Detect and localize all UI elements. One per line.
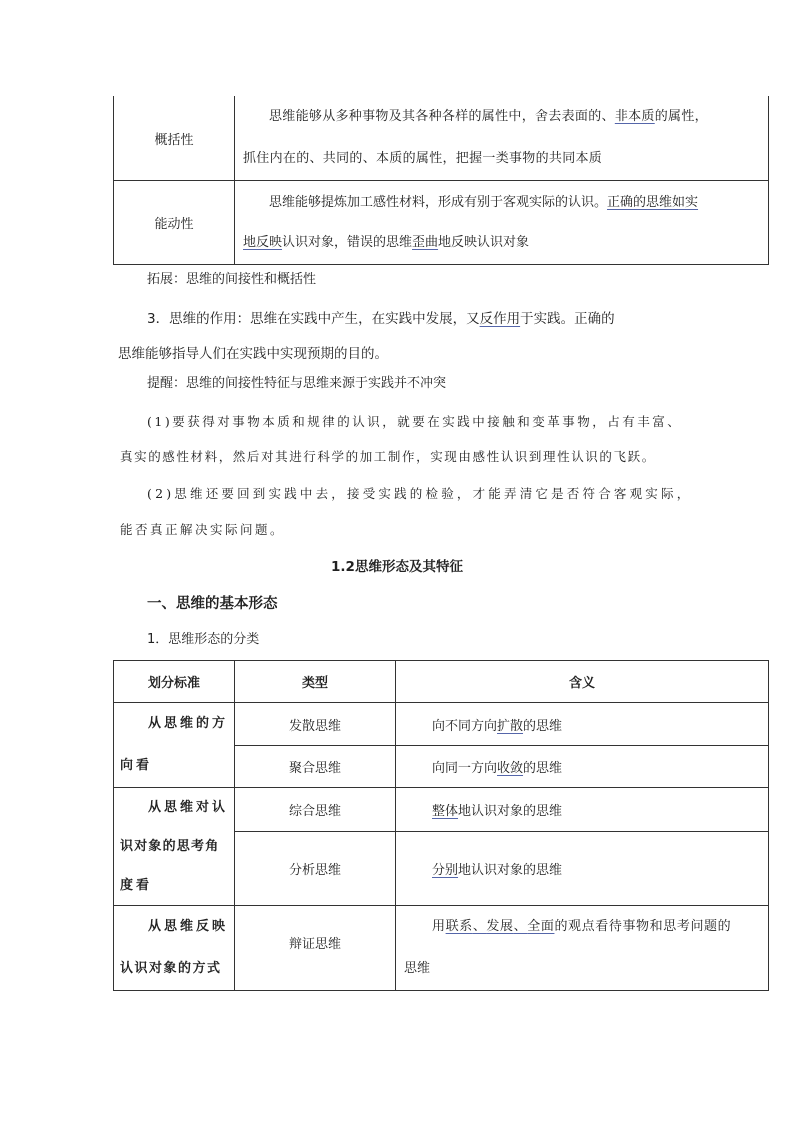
table-row xyxy=(114,703,769,746)
table-header-row xyxy=(114,661,769,703)
meaning-cell: 向同一方向收敛的思维 xyxy=(396,746,769,788)
table-row xyxy=(114,906,769,991)
criterion-cell: 从思维反映 认识对象的方式 xyxy=(114,906,235,991)
thinking-forms-table xyxy=(113,660,769,991)
trait-label: 能动性 xyxy=(114,181,235,265)
header-criterion: 划分标准 xyxy=(114,661,235,703)
table-row xyxy=(114,96,769,181)
header-type: 类型 xyxy=(235,661,396,703)
type-cell: 分析思维 xyxy=(235,832,396,906)
trait-description: 思维能够从多种事物及其各种各样的属性中，舍去表面的、非本质的属性， 抓住内在的、共同的、本质的属性，把握一类事物的共同本质 xyxy=(235,96,769,181)
criterion-cell: 从思维的方 向看 xyxy=(114,703,235,788)
type-cell: 辩证思维 xyxy=(235,906,396,991)
heading-basic-forms: 一、思维的基本形态 xyxy=(147,596,278,612)
table-row xyxy=(114,181,769,265)
trait-label: 概括性 xyxy=(114,96,235,181)
point-2-line1: (2)思维还要回到实践中去，接受实践的检验，才能弄清它是否符合客观实际， xyxy=(147,486,693,501)
traits-table xyxy=(113,96,769,265)
point-1-line2: 真实的感性材料，然后对其进行科学的加工制作，实现由感性认识到理性认识的飞跃。 xyxy=(120,449,656,464)
point-1-line1: (1)要获得对事物本质和规律的认识，就要在实践中接触和变革事物，占有丰富、 xyxy=(147,414,683,429)
point-2-line2: 能否真正解决实际问题。 xyxy=(120,522,286,537)
meaning-cell: 分别地认识对象的思维 xyxy=(396,832,769,906)
type-cell: 综合思维 xyxy=(235,788,396,832)
trait-description: 思维能够提炼加工感性材料，形成有别于客观实际的认识。正确的思维如实 地反映认识对象，错误的思维歪曲地反映认识对象 xyxy=(235,181,769,265)
criterion-cell: 从思维对认 识对象的思考角 度看 xyxy=(114,788,235,906)
table-row xyxy=(114,788,769,832)
expansion-note: 拓展：思维的间接性和概括性 xyxy=(147,272,317,287)
header-meaning: 含义 xyxy=(396,661,769,703)
section-title: 1.2思维形态及其特征 xyxy=(331,559,463,575)
thinking-role-line1: 3．思维的作用：思维在实践中产生，在实践中发展，又反作用于实践。正确的 xyxy=(147,311,615,327)
meaning-cell: 整体地认识对象的思维 xyxy=(396,788,769,832)
type-cell: 发散思维 xyxy=(235,703,396,746)
meaning-cell: 向不同方向扩散的思维 xyxy=(396,703,769,746)
type-cell: 聚合思维 xyxy=(235,746,396,788)
thinking-role-line2: 思维能够指导人们在实践中实现预期的目的。 xyxy=(118,346,388,362)
meaning-cell: 用联系、发展、全面的观点看待事物和思考问题的 思维 xyxy=(396,906,769,991)
reminder-note: 提醒：思维的间接性特征与思维来源于实践并不冲突 xyxy=(147,376,447,391)
sub-heading-classification: 1．思维形态的分类 xyxy=(147,632,260,647)
